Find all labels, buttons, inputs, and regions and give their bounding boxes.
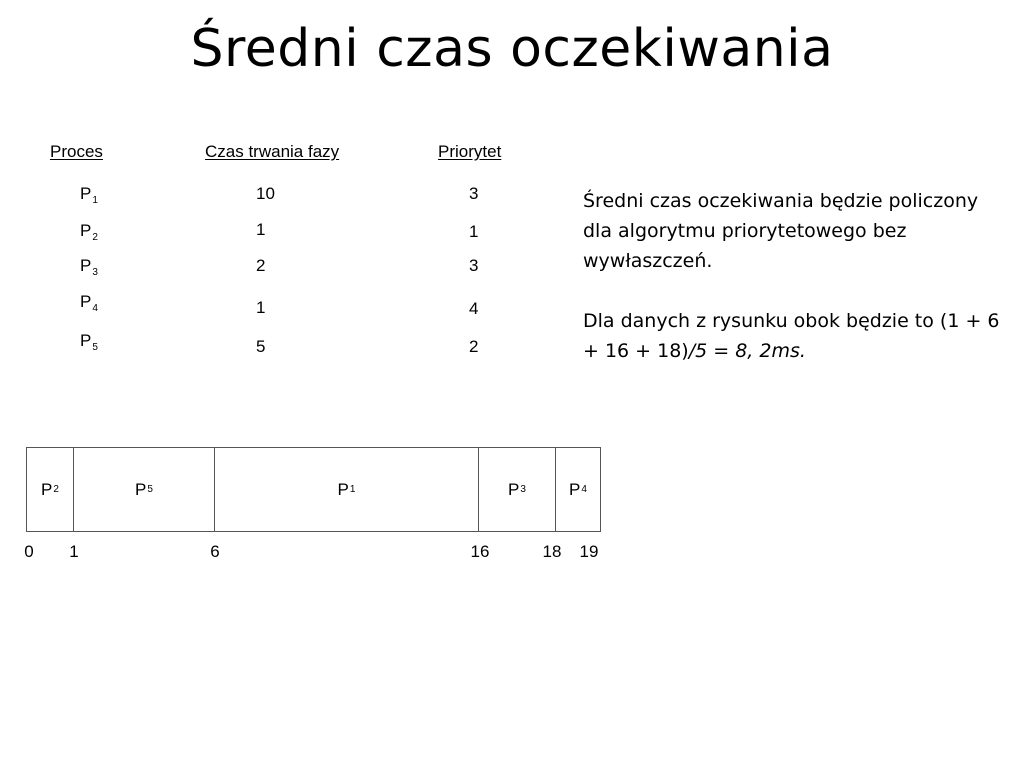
- process-cell: $P_3$: [80, 256, 98, 278]
- slide-title: Średni czas oczekiwania: [190, 19, 834, 79]
- burst-cell: 10: [256, 184, 275, 203]
- description-paragraph: Średni czas oczekiwania będzie policzony dla algorytmu priorytetowego bez wywłaszczeń.: [583, 190, 979, 272]
- header-process: Proces: [50, 142, 103, 161]
- process-cell: $P_5$: [80, 331, 98, 353]
- time-tick: 16: [470, 542, 490, 561]
- time-tick: 19: [579, 542, 599, 561]
- process-cell: $P_1$: [80, 184, 98, 206]
- priority-cell: 3: [469, 184, 479, 203]
- priority-cell: 3: [469, 256, 479, 275]
- gantt-block: P 1: [214, 448, 478, 531]
- burst-cell: 5: [256, 337, 266, 356]
- time-tick: 6: [210, 542, 220, 561]
- priority-cell: 4: [469, 299, 479, 318]
- header-priority: Priorytet: [438, 142, 502, 161]
- process-cell: $P_2$: [80, 221, 98, 243]
- burst-cell: 2: [256, 256, 266, 275]
- calculation-paragraph: [583, 306, 1003, 366]
- time-tick: 18: [542, 542, 562, 561]
- gantt-block: P 5: [73, 448, 214, 531]
- priority-cell: 1: [469, 222, 479, 241]
- gantt-block: P 2: [41, 479, 59, 499]
- gantt-block: P 4: [555, 448, 600, 531]
- priority-cell: 2: [469, 337, 479, 356]
- time-tick: 0: [24, 542, 34, 561]
- gantt-block: P 3: [478, 448, 555, 531]
- calculation-sum: Dla danych z rysunku obok będzie to (1 + 6 + 16 + 18): [583, 310, 1000, 362]
- burst-cell: 1: [256, 298, 266, 317]
- calculation-result: /5 = 8, 2ms.: [688, 340, 806, 362]
- burst-cell: 1: [256, 220, 266, 239]
- header-burst-time: Czas trwania fazy: [205, 142, 340, 161]
- time-tick: 1: [69, 542, 79, 561]
- process-cell: $P_4$: [80, 292, 98, 314]
- gantt-chart: [26, 447, 601, 532]
